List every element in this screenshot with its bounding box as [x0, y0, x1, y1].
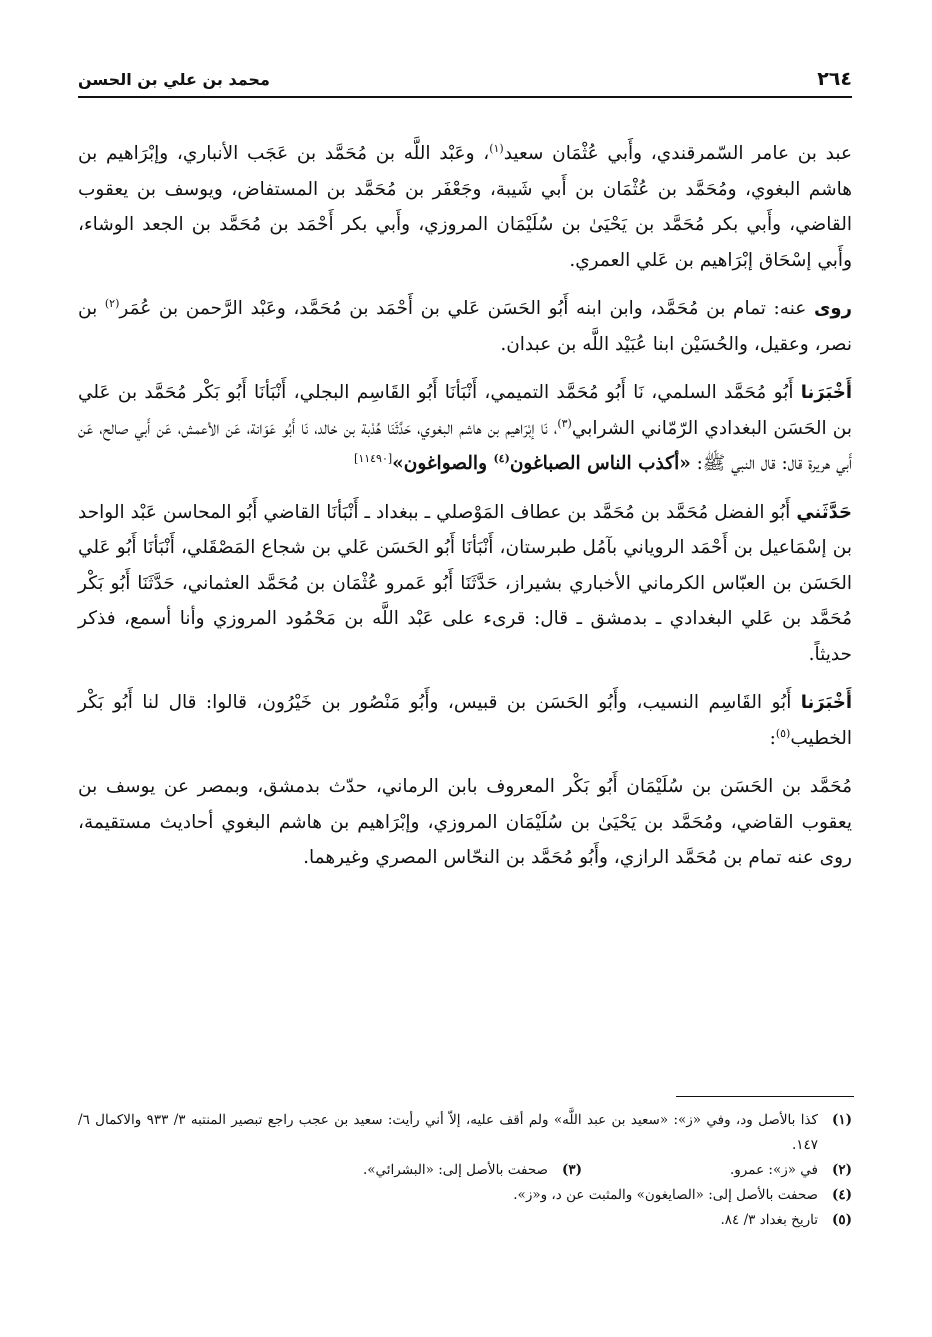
footnote-text: في «ز»: عمرو.: [730, 1162, 818, 1178]
footnote-number: (٣): [561, 1162, 582, 1178]
footnote-text: صحفت بالأصل إلى: «الصايغون» والمثبت عن د، و«ز».: [513, 1187, 818, 1203]
hadith-quote: [392, 453, 691, 474]
text-run: مُحَمَّد بن الحَسَن بن سُلَيْمَان أَبُو بَكْر المعروف بابن الرماني، حدّث بدمشق، وبمصر عن يوسف بن يعقوب القاضي، ومُحَمَّد بن يَحْيَىٰ بن سُلَيْمَان المروزي، وإبْرَاهيم بن هاشم البغوي أحاديث مستقيمة، روى عنه تمام بن مُحَمَّد الرازي، وأَبُو مُحَمَّد بن النحّاس المصري وغيرهما.: [78, 776, 852, 868]
paragraph-lead-word: حَدَّثَني: [796, 501, 852, 523]
footnote-ref-1: (١): [489, 141, 504, 155]
paragraph-lead-word: روى: [813, 298, 852, 319]
page-number: ٢٦٤: [817, 68, 852, 90]
hadith-quote-part: والصواغون»: [392, 453, 494, 474]
footnote-number: (١): [831, 1112, 852, 1128]
hadith-quote-part: «أكذب الناس الصباغون: [509, 453, 691, 474]
running-title: محمد بن علي بن الحسن: [78, 69, 270, 89]
paragraph-khatib-intro: [78, 685, 852, 756]
main-text: [78, 136, 852, 876]
footnote-number: (٢): [831, 1162, 852, 1178]
text-run: ، نَا إبْرَاهيم بن هاشم البغوي، حَدَّثَنَا هُدْبة بن خالد، نَا أَبُو عَوَانة، عَن الأعمش، عَن أَبي صالح، عَن أَبي هريرة قال: قال النبي ﷺ:: [78, 417, 852, 474]
text-run: أَبُو القَاسِم النسيب، وأَبُو الحَسَن بن قبيس، وأَبُو مَنْصُور بن خَيْرُون، قالوا: قال لنا أَبُو بَكْر الخطيب: [78, 692, 852, 749]
footnote-number: (٥): [831, 1212, 852, 1228]
footnote-ref-5: (٥): [775, 726, 791, 740]
footnote: [78, 1208, 852, 1233]
paragraph-isnad: [78, 495, 852, 673]
paragraph-lead-word: أَخْبَرَنا: [800, 692, 852, 713]
paragraph-teachers: [78, 136, 852, 278]
text-run: أَبُو الفضل مُحَمَّد بن مُحَمَّد بن عطاف المَوْصلي ـ ببغداد ـ أَنْبَأنَا القاضي أَبُو المحاسن عَبْد الواحد بن إسْمَاعيل بن أَحْمَد الروياني بآمُل طبرستان، أَنْبَأنَا أَبُو الحَسَن عَلي بن شجاع المَصْقَلي، أَنْبَأنَا أَبُو عَلي الحَسَن بن العبّاس الكرماني الأخباري بشيراز، حَدَّثَنَا أَبُو عَمرو عُثْمَان بن مُحَمَّد العثماني، حَدَّثَنَا أَبُو بَكْر مُحَمَّد بن عَلي البغدادي ـ بدمشق ـ قال: قرىء على عَبْد اللَّه بن مَحْمُود المروزي وأنا أسمع، فذكر حديثاً.: [78, 501, 852, 665]
footnote-text: كذا بالأصل ود، وفي «ز»: «سعيد بن عبد اللَّه» ولم أقف عليه، إلاّ أني رأيت: سعيد بن عجب راجع تبصير المنتبه ٣/ ٩٣٣ والاكمال ٦/ ١٤٧.: [78, 1112, 818, 1153]
footnote-ref-2: (٢): [104, 296, 120, 310]
footnote-ref-4: (٤): [493, 451, 510, 465]
footnote-text: صحفت بالأصل إلى: «البشرائي».: [362, 1162, 548, 1178]
text-run: عبد بن عامر السّمرقندي، وأَبي عُثْمَان سعيد: [503, 143, 852, 164]
text-run: عنه: تمام بن مُحَمَّد، وابن ابنه أَبُو الحَسَن عَلي بن أَحْمَد بن مُحَمَّد، وعَبْد الرَّحمن بن عُمَر: [119, 298, 814, 319]
footnote: [78, 1183, 852, 1208]
paragraph-narrated-from: [78, 291, 852, 362]
text-run: ، وعَبْد اللَّه بن مُحَمَّد بن عَجَب الأنباري، وإبْرَاهيم بن هاشم البغوي، ومُحَمَّد بن عُثْمَان بن أَبي شَيبة، وجَعْفَر بن مُحَمَّد بن المستفاض، ويوسف بن يعقوب القاضي، وأَبي بكر مُحَمَّد بن يَحْيَىٰ بن سُلَيْمَان المروزي، وأَبي بكر أَحْمَد بن مُحَمَّد بن الجعد الوشاء، وأَبي إسْحَاق إبْرَاهيم بن عَلي العمري.: [78, 143, 852, 271]
footnote-ref-3: (٣): [557, 416, 572, 430]
footnote-number: (٤): [831, 1187, 852, 1203]
footnotes: [78, 1108, 852, 1233]
footnote-row: [78, 1158, 852, 1183]
footnote: [78, 1108, 852, 1158]
paragraph-lead-word: أَخْبَرَنا: [800, 382, 852, 403]
paragraph-hadith: [78, 375, 852, 482]
hadith-number: [١١٤٩٠]: [354, 451, 393, 465]
footnote: [622, 1158, 852, 1183]
text-run: :: [769, 727, 776, 749]
footnote: [363, 1158, 582, 1183]
text-run: بن نصر، وعقيل، والحُسَيْن ابنا عُبَيْد اللَّه بن عبدان.: [78, 298, 852, 355]
text-run: أَبُو مُحَمَّد السلمي، نَا أَبُو مُحَمَّد التميمي، أَنْبَأنَا أَبُو القَاسِم البجلي، أَنْبَأنَا أَبُو بَكْر مُحَمَّد بن عَلي بن الحَسَن البغدادي الرّمّاني الشرابي: [78, 382, 852, 439]
paragraph-biography: [78, 769, 852, 876]
page-header: [78, 62, 852, 98]
footnote-text: تاريخ بغداد ٣/ ٨٤.: [720, 1212, 818, 1228]
footnote-divider: [676, 1096, 854, 1097]
